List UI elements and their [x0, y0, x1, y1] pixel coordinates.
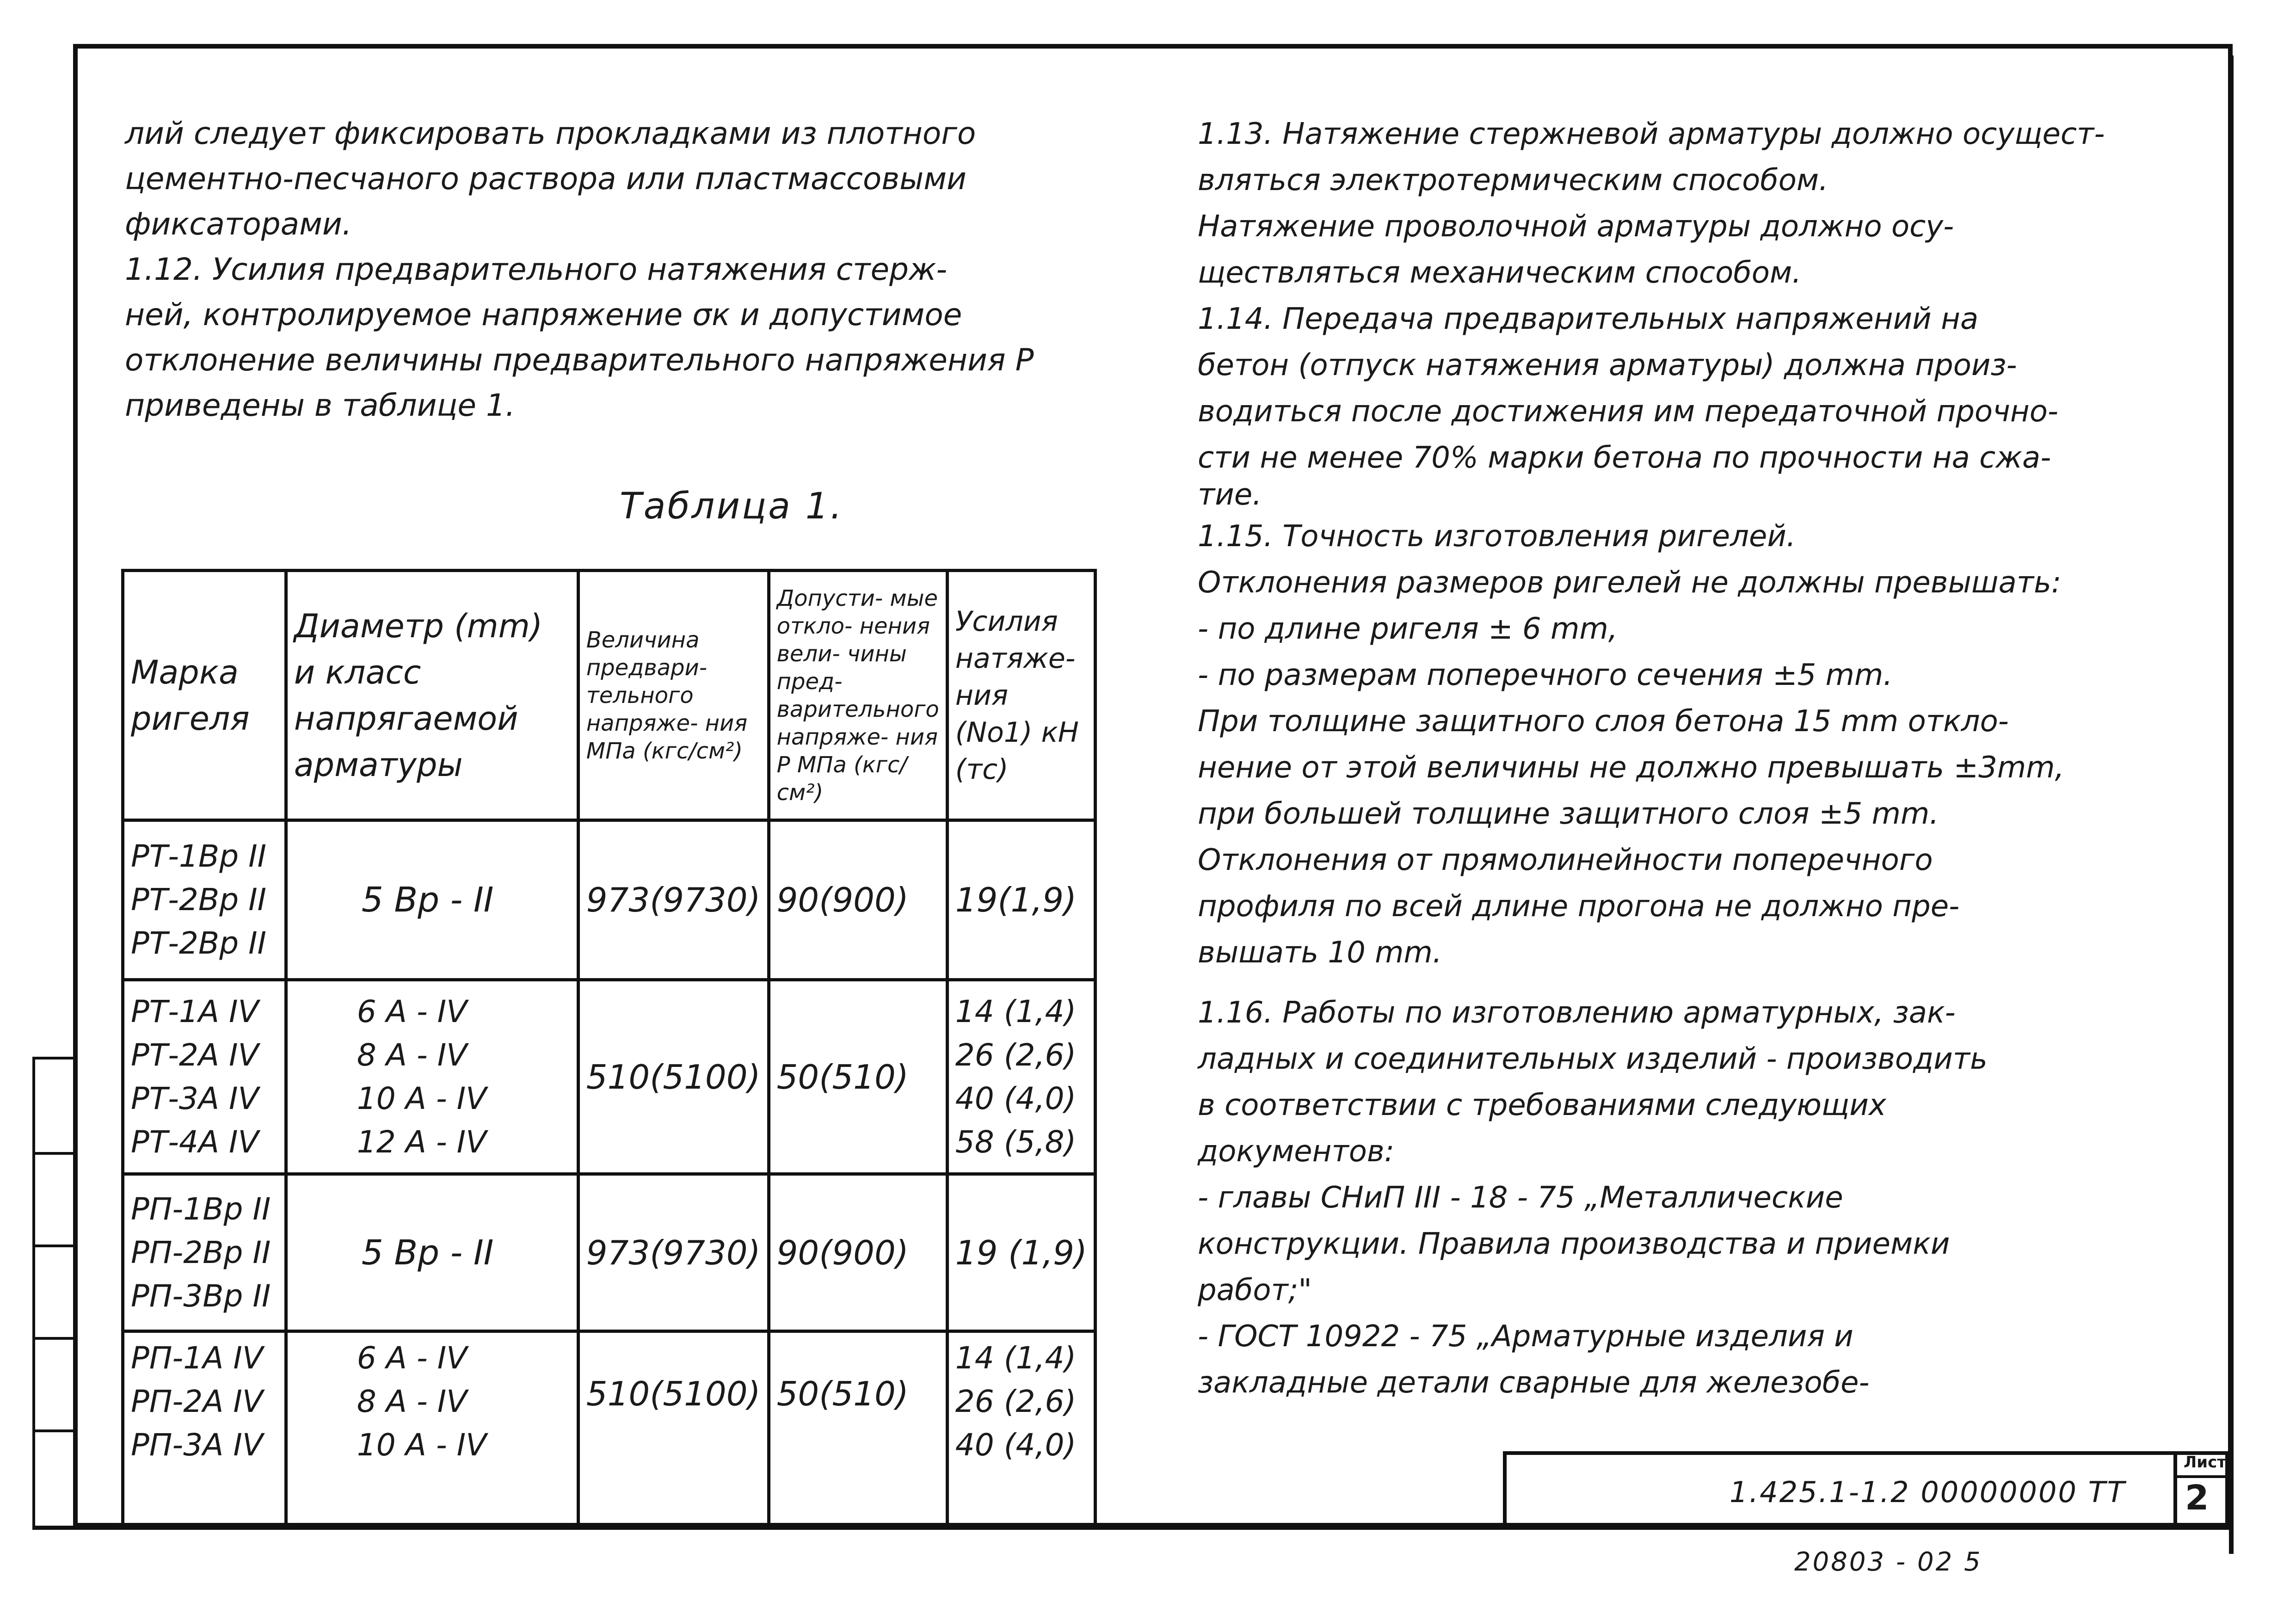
cell-magnitude: 973(9730)	[578, 1174, 769, 1331]
text-line: приведены в таблице 1.	[125, 388, 515, 423]
cell-magnitude: 973(9730)	[578, 820, 769, 980]
cell-force: 14 (1,4) 26 (2,6) 40 (4,0) 58 (5,8)	[947, 980, 1095, 1174]
cell-force: 14 (1,4) 26 (2,6) 40 (4,0)	[947, 1331, 1095, 1528]
cell-magnitude: 510(5100)	[578, 1331, 769, 1528]
cell-diameter: 6 А - IV 8 А - IV 10 А - IV	[286, 1331, 578, 1528]
sheet-number: 2	[2185, 1478, 2209, 1518]
text-line: 1.14. Передача предварительных напряжений на	[1198, 302, 1979, 336]
cell-diameter: 6 А - IV 8 А - IV 10 А - IV 12 А - IV	[286, 980, 578, 1174]
header-prestress-magnitude: Величина предвари- тельного напряже- ния МПа (кгс/см²)	[578, 571, 769, 820]
header-force: Усилия натяже- ния (Nо1) кН (тс)	[947, 571, 1095, 820]
table-row	[123, 820, 1096, 980]
text-line: вляться электротермическим способом.	[1198, 163, 1828, 197]
text-line: фиксаторами.	[125, 206, 352, 242]
text-line: бетон (отпуск натяжения арматуры) должна произ-	[1198, 348, 2017, 382]
right-text-block	[1198, 111, 2215, 1406]
header-allowable-deviation: Допусти- мые откло- нения вели- чины пред- варительного напряже- ния Р МПа (кгс/см²)	[769, 571, 947, 820]
text-line: документов:	[1198, 1134, 1395, 1169]
text-line: 1.13. Натяжение стержневой арматуры должно осущест-	[1198, 117, 2105, 151]
text-line: водиться после достижения им передаточной прочно-	[1198, 394, 2058, 429]
text-line: отклонение величины предварительного напряжения Р	[125, 342, 1034, 378]
archive-stamp: 20803 - 02 5	[1794, 1547, 1982, 1577]
cell-force: 19(1,9)	[947, 820, 1095, 980]
cell-marks: РТ-1А IV РТ-2А IV РТ-3А IV РТ-4А IV	[123, 980, 286, 1174]
text-line: Натяжение проволочной арматуры должно осу-	[1198, 209, 1954, 244]
text-line: - главы СНиП III - 18 - 75 „Металлические	[1198, 1181, 1843, 1215]
header-mark: Марка ригеля	[123, 571, 286, 820]
text-line: тие.	[1198, 478, 1262, 512]
text-line: - по размерам поперечного сечения ±5 mm.	[1198, 658, 1893, 692]
document-code: 1.425.1-1.2 00000000 ТТ	[1730, 1475, 2126, 1509]
cell-marks: РП-1А IV РП-2А IV РП-3А IV	[123, 1331, 286, 1528]
text-line: конструкции. Правила производства и приемки	[1198, 1227, 1950, 1261]
text-line: 1.15. Точность изготовления ригелей.	[1198, 519, 1796, 554]
text-line: 1.16. Работы по изготовлению арматурных, зак-	[1198, 996, 1956, 1030]
text-line: ладных и соединительных изделий - производить	[1198, 1042, 1988, 1076]
cell-marks: РП-1Вр II РП-2Вр II РП-3Вр II	[123, 1174, 286, 1331]
cell-deviation: 50(510)	[769, 980, 947, 1174]
binding-strip	[32, 1057, 73, 1528]
cell-deviation: 90(900)	[769, 1174, 947, 1331]
prestress-table	[121, 569, 1097, 1529]
sheet-label: Лист	[2184, 1453, 2226, 1472]
cell-diameter: 5 Вр - II	[286, 1174, 578, 1331]
header-diameter: Диаметр (mm) и класс напрягаемой арматуры	[286, 571, 578, 820]
text-line: нение от этой величины не должно превышать ±3mm,	[1198, 751, 2064, 785]
table-row	[123, 1331, 1096, 1528]
text-line: в соответствии с требованиями следующих	[1198, 1088, 1886, 1122]
cell-magnitude: 510(5100)	[578, 980, 769, 1174]
text-line: вышать 10 mm.	[1198, 936, 1442, 970]
text-line: сти не менее 70% марки бетона по прочности на сжа-	[1198, 441, 2051, 475]
text-line: закладные детали сварные для железобе-	[1198, 1366, 1870, 1400]
text-line: ществляться механическим способом.	[1198, 256, 1802, 290]
table-row	[123, 1174, 1096, 1331]
text-line: работ;"	[1198, 1273, 1312, 1307]
text-line: 1.12. Усилия предварительного натяжения стерж-	[125, 252, 948, 287]
text-line: - по длине ригеля ± 6 mm,	[1198, 612, 1618, 646]
cell-diameter: 5 Вр - II	[286, 820, 578, 980]
left-text-block	[125, 111, 1105, 428]
text-line: При толщине защитного слоя бетона 15 mm откло-	[1198, 704, 2009, 739]
text-line: цементно-песчаного раствора или пластмассовыми	[125, 161, 966, 197]
table-caption: Таблица 1.	[620, 486, 844, 527]
text-line: Отклонения размеров ригелей не должны превышать:	[1198, 566, 2062, 600]
text-line: - ГОСТ 10922 - 75 „Арматурные изделия и	[1198, 1319, 1853, 1354]
text-line: при большей толщине защитного слоя ±5 mm.	[1198, 797, 1939, 831]
binding-edge	[2229, 55, 2261, 1554]
text-line: Отклонения от прямолинейности поперечного	[1198, 843, 1933, 877]
cell-deviation: 50(510)	[769, 1331, 947, 1528]
text-line: лий следует фиксировать прокладками из плотного	[125, 116, 976, 151]
table-row	[123, 980, 1096, 1174]
cell-force: 19 (1,9)	[947, 1174, 1095, 1331]
table-header-row	[123, 571, 1096, 820]
text-line: профиля по всей длине прогона не должно пре-	[1198, 889, 1960, 924]
cell-deviation: 90(900)	[769, 820, 947, 980]
text-line: ней, контролируемое напряжение σк и допустимое	[125, 297, 962, 333]
cell-marks: РТ-1Вр II РТ-2Вр II РТ-2Вр II	[123, 820, 286, 980]
